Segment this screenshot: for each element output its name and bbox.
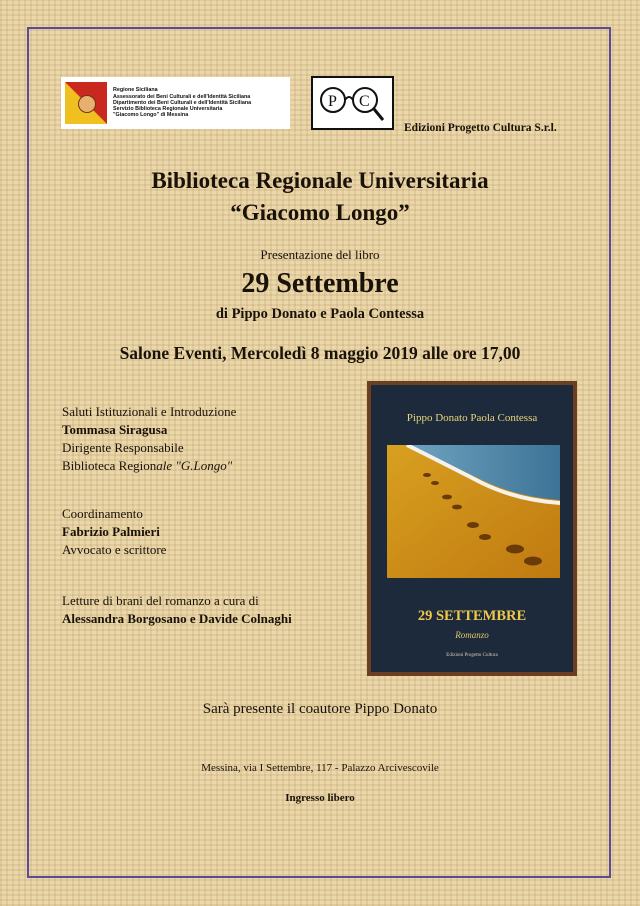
beach-footprints-image [387, 445, 560, 578]
book-cover [367, 381, 577, 676]
region-logo-text [113, 87, 251, 118]
greetings-org-prefix: Biblioteca Region [62, 458, 157, 473]
greetings-org [62, 457, 236, 475]
cover-authors: Pippo Donato Paola Contessa [406, 412, 538, 424]
region-logo-line: Assessorato dei Beni Culturali e dell'Identità Siciliana [113, 93, 251, 100]
region-logo-line: "Giacomo Longo" di Messina [113, 112, 189, 119]
coordination-role: Avvocato e scrittore [62, 542, 167, 557]
greetings-role: Dirigente Responsabile [62, 440, 184, 455]
coordination-block [62, 505, 166, 559]
svg-text:P: P [328, 93, 337, 110]
coordination-heading: Coordinamento [62, 506, 143, 521]
svg-text:C: C [359, 93, 370, 110]
publisher-name: Edizioni Progetto Cultura S.r.l. [404, 122, 557, 134]
readings-readers: Alessandra Borgosano e Davide Colnaghi [62, 611, 292, 626]
region-logo-line: Regione Siciliana [113, 87, 158, 94]
readings-block [62, 592, 292, 628]
presentation-label: Presentazione del libro [260, 247, 380, 262]
library-subtitle: “Giacomo Longo” [230, 200, 410, 225]
free-entry-note: Ingresso libero [285, 792, 355, 804]
coordination-speaker: Fabrizio Palmieri [62, 524, 160, 539]
greetings-heading: Saluti Istituzionali e Introduzione [62, 404, 237, 419]
cover-genre: Romanzo [455, 630, 489, 640]
progetto-cultura-logo [311, 76, 394, 130]
region-logo-line: Dipartimento dei Beni Culturali e dell'Identità Siciliana [113, 99, 252, 106]
cover-title: 29 SETTEMBRE [417, 608, 527, 624]
cover-publisher: Edizioni Progetto Cultura [446, 653, 498, 658]
coauthor-note: Sarà presente il coautore Pippo Donato [202, 701, 438, 717]
book-title: 29 Settembre [241, 268, 399, 299]
event-date-time: Salone Eventi, Mercoledì 8 maggio 2019 alle ore 17,00 [119, 343, 521, 363]
greetings-speaker: Tommasa Siragusa [62, 422, 168, 437]
region-logo-line: Servizio Biblioteca Regionale Universitaria [113, 106, 223, 113]
pc-logo-icon [313, 78, 392, 128]
trinacria-emblem-icon [65, 82, 107, 124]
venue-address: Messina, via I Settembre, 117 - Palazzo Arcivescovile [201, 762, 439, 774]
regione-siciliana-logo [61, 77, 290, 129]
readings-heading: Letture di brani del romanzo a cura di [62, 593, 259, 608]
library-title: Biblioteca Regionale Universitaria [151, 168, 489, 193]
book-authors: di Pippo Donato e Paola Contessa [215, 306, 425, 322]
greetings-org-italic: ale "G.Longo" [156, 458, 233, 473]
greetings-block [62, 403, 236, 475]
